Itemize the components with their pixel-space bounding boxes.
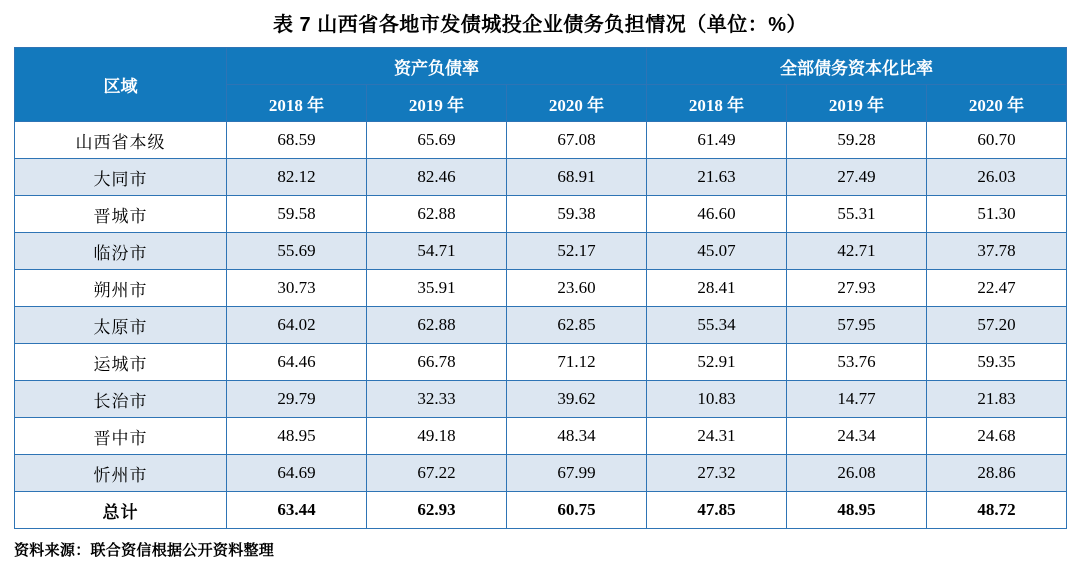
cell-value: 55.69: [227, 233, 367, 270]
cell-value: 51.30: [927, 196, 1067, 233]
table-row: [15, 307, 1067, 344]
cell-value: 29.79: [227, 381, 367, 418]
table-row: [15, 122, 1067, 159]
table-row: [15, 344, 1067, 381]
cell-value: 67.22: [367, 455, 507, 492]
cell-value: 48.72: [927, 492, 1067, 529]
table-header-row-groups: [15, 48, 1067, 85]
debt-burden-table: [14, 47, 1067, 529]
cell-value: 62.85: [507, 307, 647, 344]
cell-value: 66.78: [367, 344, 507, 381]
cell-value: 68.91: [507, 159, 647, 196]
cell-value: 27.93: [787, 270, 927, 307]
cell-value: 59.28: [787, 122, 927, 159]
cell-value: 26.08: [787, 455, 927, 492]
cell-value: 67.99: [507, 455, 647, 492]
row-label: 山西省本级: [15, 122, 227, 159]
column-header-year-3: 2020 年: [507, 85, 647, 122]
row-label: 忻州市: [15, 455, 227, 492]
table-row: [15, 381, 1067, 418]
cell-value: 59.35: [927, 344, 1067, 381]
cell-value: 35.91: [367, 270, 507, 307]
row-label: 总计: [15, 492, 227, 529]
cell-value: 14.77: [787, 381, 927, 418]
cell-value: 62.88: [367, 307, 507, 344]
cell-value: 48.34: [507, 418, 647, 455]
table-row-total: [15, 492, 1067, 529]
cell-value: 21.63: [647, 159, 787, 196]
cell-value: 62.93: [367, 492, 507, 529]
cell-value: 46.60: [647, 196, 787, 233]
row-label: 朔州市: [15, 270, 227, 307]
cell-value: 24.68: [927, 418, 1067, 455]
cell-value: 55.31: [787, 196, 927, 233]
source-note: 资料来源：联合资信根据公开资料整理: [14, 542, 275, 559]
cell-value: 64.69: [227, 455, 367, 492]
cell-value: 53.76: [787, 344, 927, 381]
column-header-year-6: 2020 年: [927, 85, 1067, 122]
cell-value: 28.86: [927, 455, 1067, 492]
cell-value: 55.34: [647, 307, 787, 344]
cell-value: 65.69: [367, 122, 507, 159]
cell-value: 60.75: [507, 492, 647, 529]
table-row: [15, 455, 1067, 492]
cell-value: 82.12: [227, 159, 367, 196]
cell-value: 57.95: [787, 307, 927, 344]
table-header: [15, 48, 1067, 122]
column-header-year-2: 2019 年: [367, 85, 507, 122]
cell-value: 64.46: [227, 344, 367, 381]
cell-value: 63.44: [227, 492, 367, 529]
row-label: 大同市: [15, 159, 227, 196]
cell-value: 26.03: [927, 159, 1067, 196]
table-title: 表 7 山西省各地市发债城投企业债务负担情况（单位：%）: [272, 14, 808, 36]
row-label: 晋城市: [15, 196, 227, 233]
cell-value: 24.34: [787, 418, 927, 455]
column-header-region: 区域: [15, 48, 227, 122]
cell-value: 22.47: [927, 270, 1067, 307]
cell-value: 48.95: [787, 492, 927, 529]
cell-value: 62.88: [367, 196, 507, 233]
table-row: [15, 270, 1067, 307]
cell-value: 82.46: [367, 159, 507, 196]
cell-value: 27.32: [647, 455, 787, 492]
row-label: 临汾市: [15, 233, 227, 270]
cell-value: 60.70: [927, 122, 1067, 159]
cell-value: 68.59: [227, 122, 367, 159]
column-group-header-asset-liability-ratio: 资产负债率: [227, 48, 647, 85]
row-label: 长治市: [15, 381, 227, 418]
cell-value: 30.73: [227, 270, 367, 307]
cell-value: 48.95: [227, 418, 367, 455]
row-label: 太原市: [15, 307, 227, 344]
table-body: [15, 122, 1067, 529]
cell-value: 27.49: [787, 159, 927, 196]
cell-value: 28.41: [647, 270, 787, 307]
cell-value: 64.02: [227, 307, 367, 344]
cell-value: 54.71: [367, 233, 507, 270]
cell-value: 37.78: [927, 233, 1067, 270]
cell-value: 21.83: [927, 381, 1067, 418]
cell-value: 49.18: [367, 418, 507, 455]
cell-value: 71.12: [507, 344, 647, 381]
cell-value: 10.83: [647, 381, 787, 418]
row-label: 运城市: [15, 344, 227, 381]
column-header-year-1: 2018 年: [227, 85, 367, 122]
cell-value: 67.08: [507, 122, 647, 159]
cell-value: 39.62: [507, 381, 647, 418]
column-group-header-total-debt-capitalization-ratio: 全部债务资本化比率: [647, 48, 1067, 85]
cell-value: 24.31: [647, 418, 787, 455]
table-row: [15, 418, 1067, 455]
table-row: [15, 196, 1067, 233]
cell-value: 59.58: [227, 196, 367, 233]
cell-value: 61.49: [647, 122, 787, 159]
cell-value: 32.33: [367, 381, 507, 418]
cell-value: 42.71: [787, 233, 927, 270]
cell-value: 59.38: [507, 196, 647, 233]
table-row: [15, 233, 1067, 270]
table-row: [15, 159, 1067, 196]
row-label: 晋中市: [15, 418, 227, 455]
cell-value: 57.20: [927, 307, 1067, 344]
cell-value: 23.60: [507, 270, 647, 307]
cell-value: 45.07: [647, 233, 787, 270]
cell-value: 52.91: [647, 344, 787, 381]
cell-value: 47.85: [647, 492, 787, 529]
cell-value: 52.17: [507, 233, 647, 270]
column-header-year-4: 2018 年: [647, 85, 787, 122]
column-header-year-5: 2019 年: [787, 85, 927, 122]
